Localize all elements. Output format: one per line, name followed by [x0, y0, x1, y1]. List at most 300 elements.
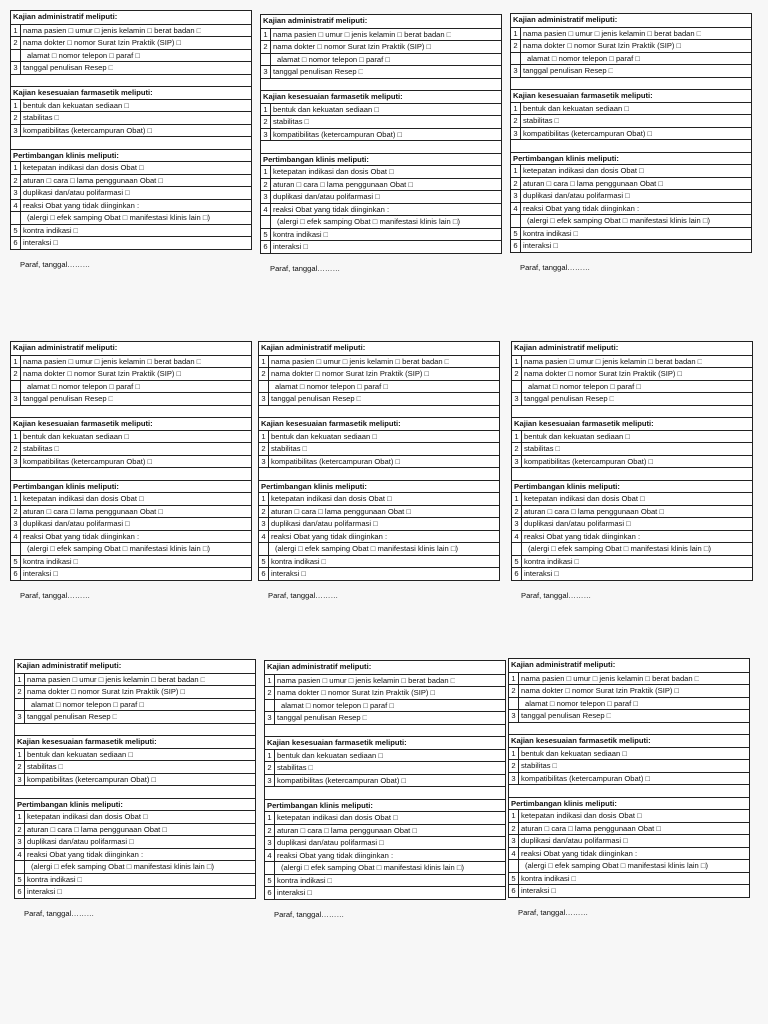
item-number: [261, 54, 271, 66]
item-number: 2: [512, 506, 522, 518]
item-number: 3: [261, 66, 271, 78]
item-text: stabilitas □: [521, 761, 558, 770]
item-number: 4: [512, 531, 522, 543]
blank-row: [11, 405, 251, 418]
paraf-date-line: Paraf, tanggal………: [20, 259, 91, 269]
table-row: [259, 367, 499, 380]
table-row: [261, 215, 501, 228]
table-row: [511, 114, 751, 127]
blank-row: [11, 467, 251, 480]
item-text: reaksi Obat yang tidak diinginkan :: [271, 531, 388, 541]
item-number: 2: [15, 686, 25, 698]
table-row: [511, 27, 751, 40]
item-number: 4: [261, 204, 271, 216]
item-text: interaksi □: [277, 888, 312, 897]
item-text: kompatibilitas (ketercampuran Obat) □: [524, 456, 654, 466]
clinical-heading: Pertimbangan klinis meliputi:: [261, 153, 501, 166]
item-text: kompatibilitas (ketercampuran Obat) □: [27, 774, 157, 784]
item-text: reaksi Obat yang tidak diinginkan :: [524, 531, 641, 541]
item-text: tanggal penulisan Resep □: [524, 394, 615, 403]
table-row: [15, 773, 255, 786]
checklist-table: [14, 659, 256, 899]
item-text: interaksi □: [23, 238, 58, 247]
admin-heading: Kajian administratif meliputi:: [261, 343, 366, 352]
item-text: nama dokter □ nomor Surat Izin Praktik (SIP) □: [524, 369, 683, 378]
table-row: [509, 697, 749, 710]
table-row: [11, 530, 251, 543]
checklist-table: [510, 13, 752, 253]
item-text: kontra indikasi □: [273, 229, 329, 239]
item-text: interaksi □: [23, 569, 58, 578]
item-number: 6: [11, 568, 21, 580]
item-number: [11, 212, 21, 224]
table-row: [11, 380, 251, 393]
item-text: ketepatan indikasi dan dosis Obat □: [23, 163, 144, 172]
item-text: nama dokter □ nomor Surat Izin Praktik (SIP) □: [521, 686, 680, 695]
table-row: [15, 710, 255, 723]
item-number: 2: [11, 506, 21, 518]
item-text: aturan □ cara □ lama penggunaan Obat □: [27, 824, 167, 834]
item-text: ketepatan indikasi dan dosis Obat □: [277, 813, 398, 822]
table-row: [15, 810, 255, 823]
item-number: 2: [261, 116, 271, 128]
item-number: 3: [15, 711, 25, 723]
item-number: 1: [509, 810, 519, 822]
item-text: kompatibilitas (ketercampuran Obat) □: [23, 456, 153, 466]
item-number: 3: [512, 518, 522, 530]
table-row: [261, 178, 501, 191]
table-row: [265, 711, 505, 724]
clinical-heading: Pertimbangan klinis meliputi:: [511, 152, 751, 165]
clinical-heading: Pertimbangan klinis meliputi:: [11, 480, 251, 493]
item-number: [259, 381, 269, 393]
table-row: [511, 214, 751, 227]
item-number: 1: [509, 748, 519, 760]
item-number: 1: [261, 29, 271, 41]
review-form-card: [260, 14, 502, 273]
item-number: [511, 215, 521, 227]
table-row: [265, 749, 505, 762]
item-text: reaksi Obat yang tidak diinginkan :: [23, 200, 140, 210]
checklist-table: [10, 10, 252, 250]
item-number: 6: [15, 886, 25, 898]
blank-row: [259, 467, 499, 480]
item-text: bentuk dan kekuatan sediaan □: [23, 100, 129, 110]
table-row: [512, 355, 752, 368]
table-row: [509, 884, 749, 897]
item-text: tanggal penulisan Resep □: [23, 394, 114, 403]
table-row: [265, 774, 505, 787]
item-number: 5: [265, 875, 275, 887]
item-number: 4: [11, 531, 21, 543]
item-number: 3: [265, 837, 275, 849]
item-number: 3: [261, 129, 271, 141]
item-number: 3: [259, 456, 269, 468]
item-number: 1: [11, 356, 21, 368]
item-number: 5: [511, 228, 521, 240]
item-number: 2: [509, 823, 519, 835]
table-row: [265, 824, 505, 837]
item-number: 1: [11, 493, 21, 505]
item-number: [261, 216, 271, 228]
item-number: 2: [511, 178, 521, 190]
item-number: [265, 862, 275, 874]
admin-heading: Kajian administratif meliputi:: [13, 343, 118, 352]
admin-heading: Kajian administratif meliputi:: [263, 16, 368, 25]
clinical-heading: Pertimbangan klinis meliputi:: [265, 799, 505, 812]
item-number: 2: [265, 825, 275, 837]
item-number: [11, 543, 21, 555]
item-text: nama dokter □ nomor Surat Izin Praktik (SIP) □: [277, 688, 436, 697]
item-number: 1: [512, 431, 522, 443]
item-text: duplikasi dan/atau polifarmasi □: [523, 191, 630, 200]
table-row: [11, 542, 251, 555]
item-number: 6: [509, 885, 519, 897]
item-text: nama pasien □ umur □ jenis kelamin □ berat badan □: [27, 674, 206, 684]
table-row: [512, 492, 752, 505]
item-text: alamat □ nomor telepon □ paraf □: [27, 50, 140, 60]
item-number: 1: [15, 674, 25, 686]
table-row: [259, 455, 499, 468]
table-row: [509, 672, 749, 685]
item-text: nama dokter □ nomor Surat Izin Praktik (SIP) □: [271, 369, 430, 378]
table-row: [261, 40, 501, 53]
table-row: [512, 367, 752, 380]
item-text: kontra indikasi □: [277, 875, 333, 885]
pharma-heading: Kajian kesesuaian farmasetik meliputi:: [15, 735, 255, 748]
pharma-heading: Kajian kesesuaian farmasetik meliputi:: [259, 417, 499, 430]
item-number: 5: [15, 874, 25, 886]
item-number: [509, 860, 519, 872]
table-row: [261, 190, 501, 203]
item-text: kontra indikasi □: [521, 873, 577, 883]
review-form-card: [264, 660, 506, 919]
item-number: 3: [11, 518, 21, 530]
item-text: stabilitas □: [524, 444, 561, 453]
table-row: [15, 685, 255, 698]
paraf-date-line: Paraf, tanggal………: [518, 907, 589, 917]
item-text: bentuk dan kekuatan sediaan □: [27, 749, 133, 759]
table-row: [259, 530, 499, 543]
table-row: [265, 849, 505, 862]
item-text: ketepatan indikasi dan dosis Obat □: [521, 811, 642, 820]
item-number: 5: [261, 229, 271, 241]
table-row: [265, 699, 505, 712]
checklist-table: [264, 660, 506, 900]
checklist-table: [258, 341, 500, 581]
item-text: nama pasien □ umur □ jenis kelamin □ berat badan □: [271, 356, 450, 366]
pharma-heading: Kajian kesesuaian farmasetik meliputi:: [261, 90, 501, 103]
item-text: aturan □ cara □ lama penggunaan Obat □: [523, 178, 663, 188]
table-row: [15, 885, 255, 898]
item-text: stabilitas □: [23, 113, 60, 122]
table-row: [511, 102, 751, 115]
item-number: 3: [265, 775, 275, 787]
table-row: [511, 239, 751, 252]
table-row: [261, 228, 501, 241]
item-text: kontra indikasi □: [271, 556, 327, 566]
table-row: [512, 442, 752, 455]
item-text: nama pasien □ umur □ jenis kelamin □ berat badan □: [273, 29, 452, 39]
item-text: kontra indikasi □: [23, 225, 79, 235]
item-number: 3: [259, 518, 269, 530]
item-number: [11, 381, 21, 393]
table-row: [11, 111, 251, 124]
item-text: bentuk dan kekuatan sediaan □: [521, 748, 627, 758]
item-number: [15, 861, 25, 873]
table-row: [11, 555, 251, 568]
item-number: 3: [511, 190, 521, 202]
item-number: 3: [261, 191, 271, 203]
table-row: [11, 174, 251, 187]
item-text: duplikasi dan/atau polifarmasi □: [271, 519, 378, 528]
item-number: 3: [11, 187, 21, 199]
table-row: [509, 822, 749, 835]
table-row: [512, 555, 752, 568]
item-text: nama pasien □ umur □ jenis kelamin □ berat badan □: [521, 673, 700, 683]
item-text: duplikasi dan/atau polifarmasi □: [27, 837, 134, 846]
item-number: 2: [259, 368, 269, 380]
item-text: reaksi Obat yang tidak diinginkan :: [273, 204, 390, 214]
table-row: [261, 65, 501, 78]
table-row: [261, 103, 501, 116]
item-text: alamat □ nomor telepon □ paraf □: [31, 699, 144, 709]
table-row: [259, 517, 499, 530]
item-number: 3: [512, 393, 522, 405]
item-number: [512, 543, 522, 555]
item-text: alamat □ nomor telepon □ paraf □: [528, 381, 641, 391]
item-text: kontra indikasi □: [524, 556, 580, 566]
blank-row: [511, 139, 751, 152]
item-text: reaksi Obat yang tidak diinginkan :: [521, 848, 638, 858]
item-number: 4: [11, 200, 21, 212]
item-number: 5: [11, 225, 21, 237]
item-text: tanggal penulisan Resep □: [27, 712, 118, 721]
item-number: 1: [259, 431, 269, 443]
table-row: [11, 455, 251, 468]
item-number: 2: [265, 687, 275, 699]
clinical-heading: Pertimbangan klinis meliputi:: [15, 798, 255, 811]
table-row: [259, 442, 499, 455]
item-text: aturan □ cara □ lama penggunaan Obat □: [521, 823, 661, 833]
table-row: [261, 28, 501, 41]
item-number: 6: [512, 568, 522, 580]
table-row: [509, 834, 749, 847]
clinical-heading: Pertimbangan klinis meliputi:: [259, 480, 499, 493]
table-row: [512, 542, 752, 555]
item-text: (alergi □ efek samping Obat □ manifestasi klinis lain □): [528, 544, 712, 553]
table-row: [11, 161, 251, 174]
item-number: 2: [512, 443, 522, 455]
item-number: 3: [509, 710, 519, 722]
table-row: [259, 505, 499, 518]
item-number: 3: [11, 456, 21, 468]
table-row: [15, 748, 255, 761]
item-text: stabilitas □: [271, 444, 308, 453]
table-row: [265, 861, 505, 874]
item-text: bentuk dan kekuatan sediaan □: [277, 750, 383, 760]
table-row: [511, 177, 751, 190]
table-row: [265, 686, 505, 699]
admin-heading: Kajian administratif meliputi:: [17, 661, 122, 670]
item-number: 2: [261, 41, 271, 53]
pharma-heading: Kajian kesesuaian farmasetik meliputi:: [511, 89, 751, 102]
clinical-heading: Pertimbangan klinis meliputi:: [509, 797, 749, 810]
item-text: tanggal penulisan Resep □: [521, 711, 612, 720]
table-row: [265, 761, 505, 774]
item-number: 2: [11, 443, 21, 455]
table-row: [265, 674, 505, 687]
item-text: kompatibilitas (ketercampuran Obat) □: [271, 456, 401, 466]
item-number: 3: [512, 456, 522, 468]
item-text: nama pasien □ umur □ jenis kelamin □ berat badan □: [524, 356, 703, 366]
item-text: tanggal penulisan Resep □: [271, 394, 362, 403]
item-text: (alergi □ efek samping Obat □ manifestasi klinis lain □): [31, 862, 215, 871]
table-row: [512, 567, 752, 580]
item-number: [11, 50, 21, 62]
item-text: aturan □ cara □ lama penggunaan Obat □: [524, 506, 664, 516]
blank-row: [261, 78, 501, 91]
item-number: 6: [511, 240, 521, 252]
item-text: duplikasi dan/atau polifarmasi □: [23, 188, 130, 197]
table-row: [509, 772, 749, 785]
table-row: [11, 492, 251, 505]
item-number: 2: [11, 37, 21, 49]
table-row: [261, 128, 501, 141]
paraf-date-line: Paraf, tanggal………: [521, 590, 592, 600]
item-number: 5: [512, 556, 522, 568]
table-row: [259, 380, 499, 393]
item-text: bentuk dan kekuatan sediaan □: [23, 431, 129, 441]
item-number: 1: [511, 165, 521, 177]
table-row: [15, 760, 255, 773]
item-text: tanggal penulisan Resep □: [277, 713, 368, 722]
item-text: kompatibilitas (ketercampuran Obat) □: [521, 773, 651, 783]
table-row: [509, 747, 749, 760]
item-number: 2: [511, 40, 521, 52]
item-number: 4: [509, 848, 519, 860]
item-number: 1: [11, 25, 21, 37]
item-number: 1: [265, 750, 275, 762]
item-number: 2: [261, 179, 271, 191]
item-number: 1: [511, 28, 521, 40]
item-number: 2: [512, 368, 522, 380]
item-number: 3: [509, 773, 519, 785]
paraf-date-line: Paraf, tanggal………: [268, 590, 339, 600]
item-number: 3: [11, 393, 21, 405]
table-row: [261, 203, 501, 216]
item-text: duplikasi dan/atau polifarmasi □: [277, 838, 384, 847]
item-text: nama pasien □ umur □ jenis kelamin □ berat badan □: [23, 356, 202, 366]
table-row: [259, 355, 499, 368]
table-row: [259, 555, 499, 568]
table-row: [261, 115, 501, 128]
blank-row: [511, 77, 751, 90]
item-number: 4: [265, 850, 275, 862]
item-text: tanggal penulisan Resep □: [523, 66, 614, 75]
item-number: 3: [11, 125, 21, 137]
table-row: [11, 24, 251, 37]
item-text: kontra indikasi □: [27, 874, 83, 884]
item-number: 5: [11, 556, 21, 568]
blank-row: [11, 74, 251, 87]
item-text: duplikasi dan/atau polifarmasi □: [524, 519, 631, 528]
table-row: [259, 542, 499, 555]
blank-row: [265, 786, 505, 799]
item-number: 3: [509, 835, 519, 847]
blank-row: [512, 467, 752, 480]
table-row: [11, 430, 251, 443]
item-number: 1: [11, 431, 21, 443]
table-row: [261, 165, 501, 178]
item-text: kontra indikasi □: [23, 556, 79, 566]
checklist-table: [508, 658, 750, 898]
item-number: 1: [511, 103, 521, 115]
item-text: ketepatan indikasi dan dosis Obat □: [273, 167, 394, 176]
table-row: [511, 202, 751, 215]
table-row: [259, 392, 499, 405]
review-form-card: [10, 341, 252, 600]
review-form-card: [10, 10, 252, 269]
item-number: 6: [11, 237, 21, 249]
item-text: aturan □ cara □ lama penggunaan Obat □: [277, 825, 417, 835]
table-row: [509, 872, 749, 885]
table-row: [509, 709, 749, 722]
item-text: (alergi □ efek samping Obat □ manifestasi klinis lain □): [277, 217, 461, 226]
pharma-heading: Kajian kesesuaian farmasetik meliputi:: [512, 417, 752, 430]
paraf-date-line: Paraf, tanggal………: [520, 262, 591, 272]
item-number: 5: [509, 873, 519, 885]
item-text: interaksi □: [523, 241, 558, 250]
item-number: 1: [512, 356, 522, 368]
item-text: ketepatan indikasi dan dosis Obat □: [27, 812, 148, 821]
item-text: interaksi □: [524, 569, 559, 578]
clinical-heading: Pertimbangan klinis meliputi:: [512, 480, 752, 493]
item-text: nama dokter □ nomor Surat Izin Praktik (SIP) □: [23, 369, 182, 378]
item-text: nama dokter □ nomor Surat Izin Praktik (SIP) □: [23, 38, 182, 47]
item-number: 1: [509, 673, 519, 685]
table-row: [265, 874, 505, 887]
blank-row: [261, 140, 501, 153]
table-row: [509, 859, 749, 872]
table-row: [512, 380, 752, 393]
item-number: 1: [265, 675, 275, 687]
table-row: [11, 367, 251, 380]
table-row: [11, 124, 251, 137]
item-number: 1: [261, 166, 271, 178]
table-row: [15, 848, 255, 861]
item-text: duplikasi dan/atau polifarmasi □: [273, 192, 380, 201]
item-text: nama dokter □ nomor Surat Izin Praktik (SIP) □: [523, 41, 682, 50]
item-number: 1: [11, 100, 21, 112]
table-row: [11, 211, 251, 224]
item-number: 3: [511, 65, 521, 77]
item-number: 2: [11, 368, 21, 380]
table-row: [15, 698, 255, 711]
blank-row: [509, 722, 749, 735]
item-text: stabilitas □: [23, 444, 60, 453]
item-text: interaksi □: [521, 886, 556, 895]
blank-row: [512, 405, 752, 418]
item-number: 6: [259, 568, 269, 580]
item-text: alamat □ nomor telepon □ paraf □: [277, 54, 390, 64]
table-row: [512, 517, 752, 530]
admin-heading: Kajian administratif meliputi:: [513, 15, 618, 24]
item-number: 3: [511, 128, 521, 140]
table-row: [512, 392, 752, 405]
admin-heading: Kajian administratif meliputi:: [511, 660, 616, 669]
table-row: [265, 886, 505, 899]
